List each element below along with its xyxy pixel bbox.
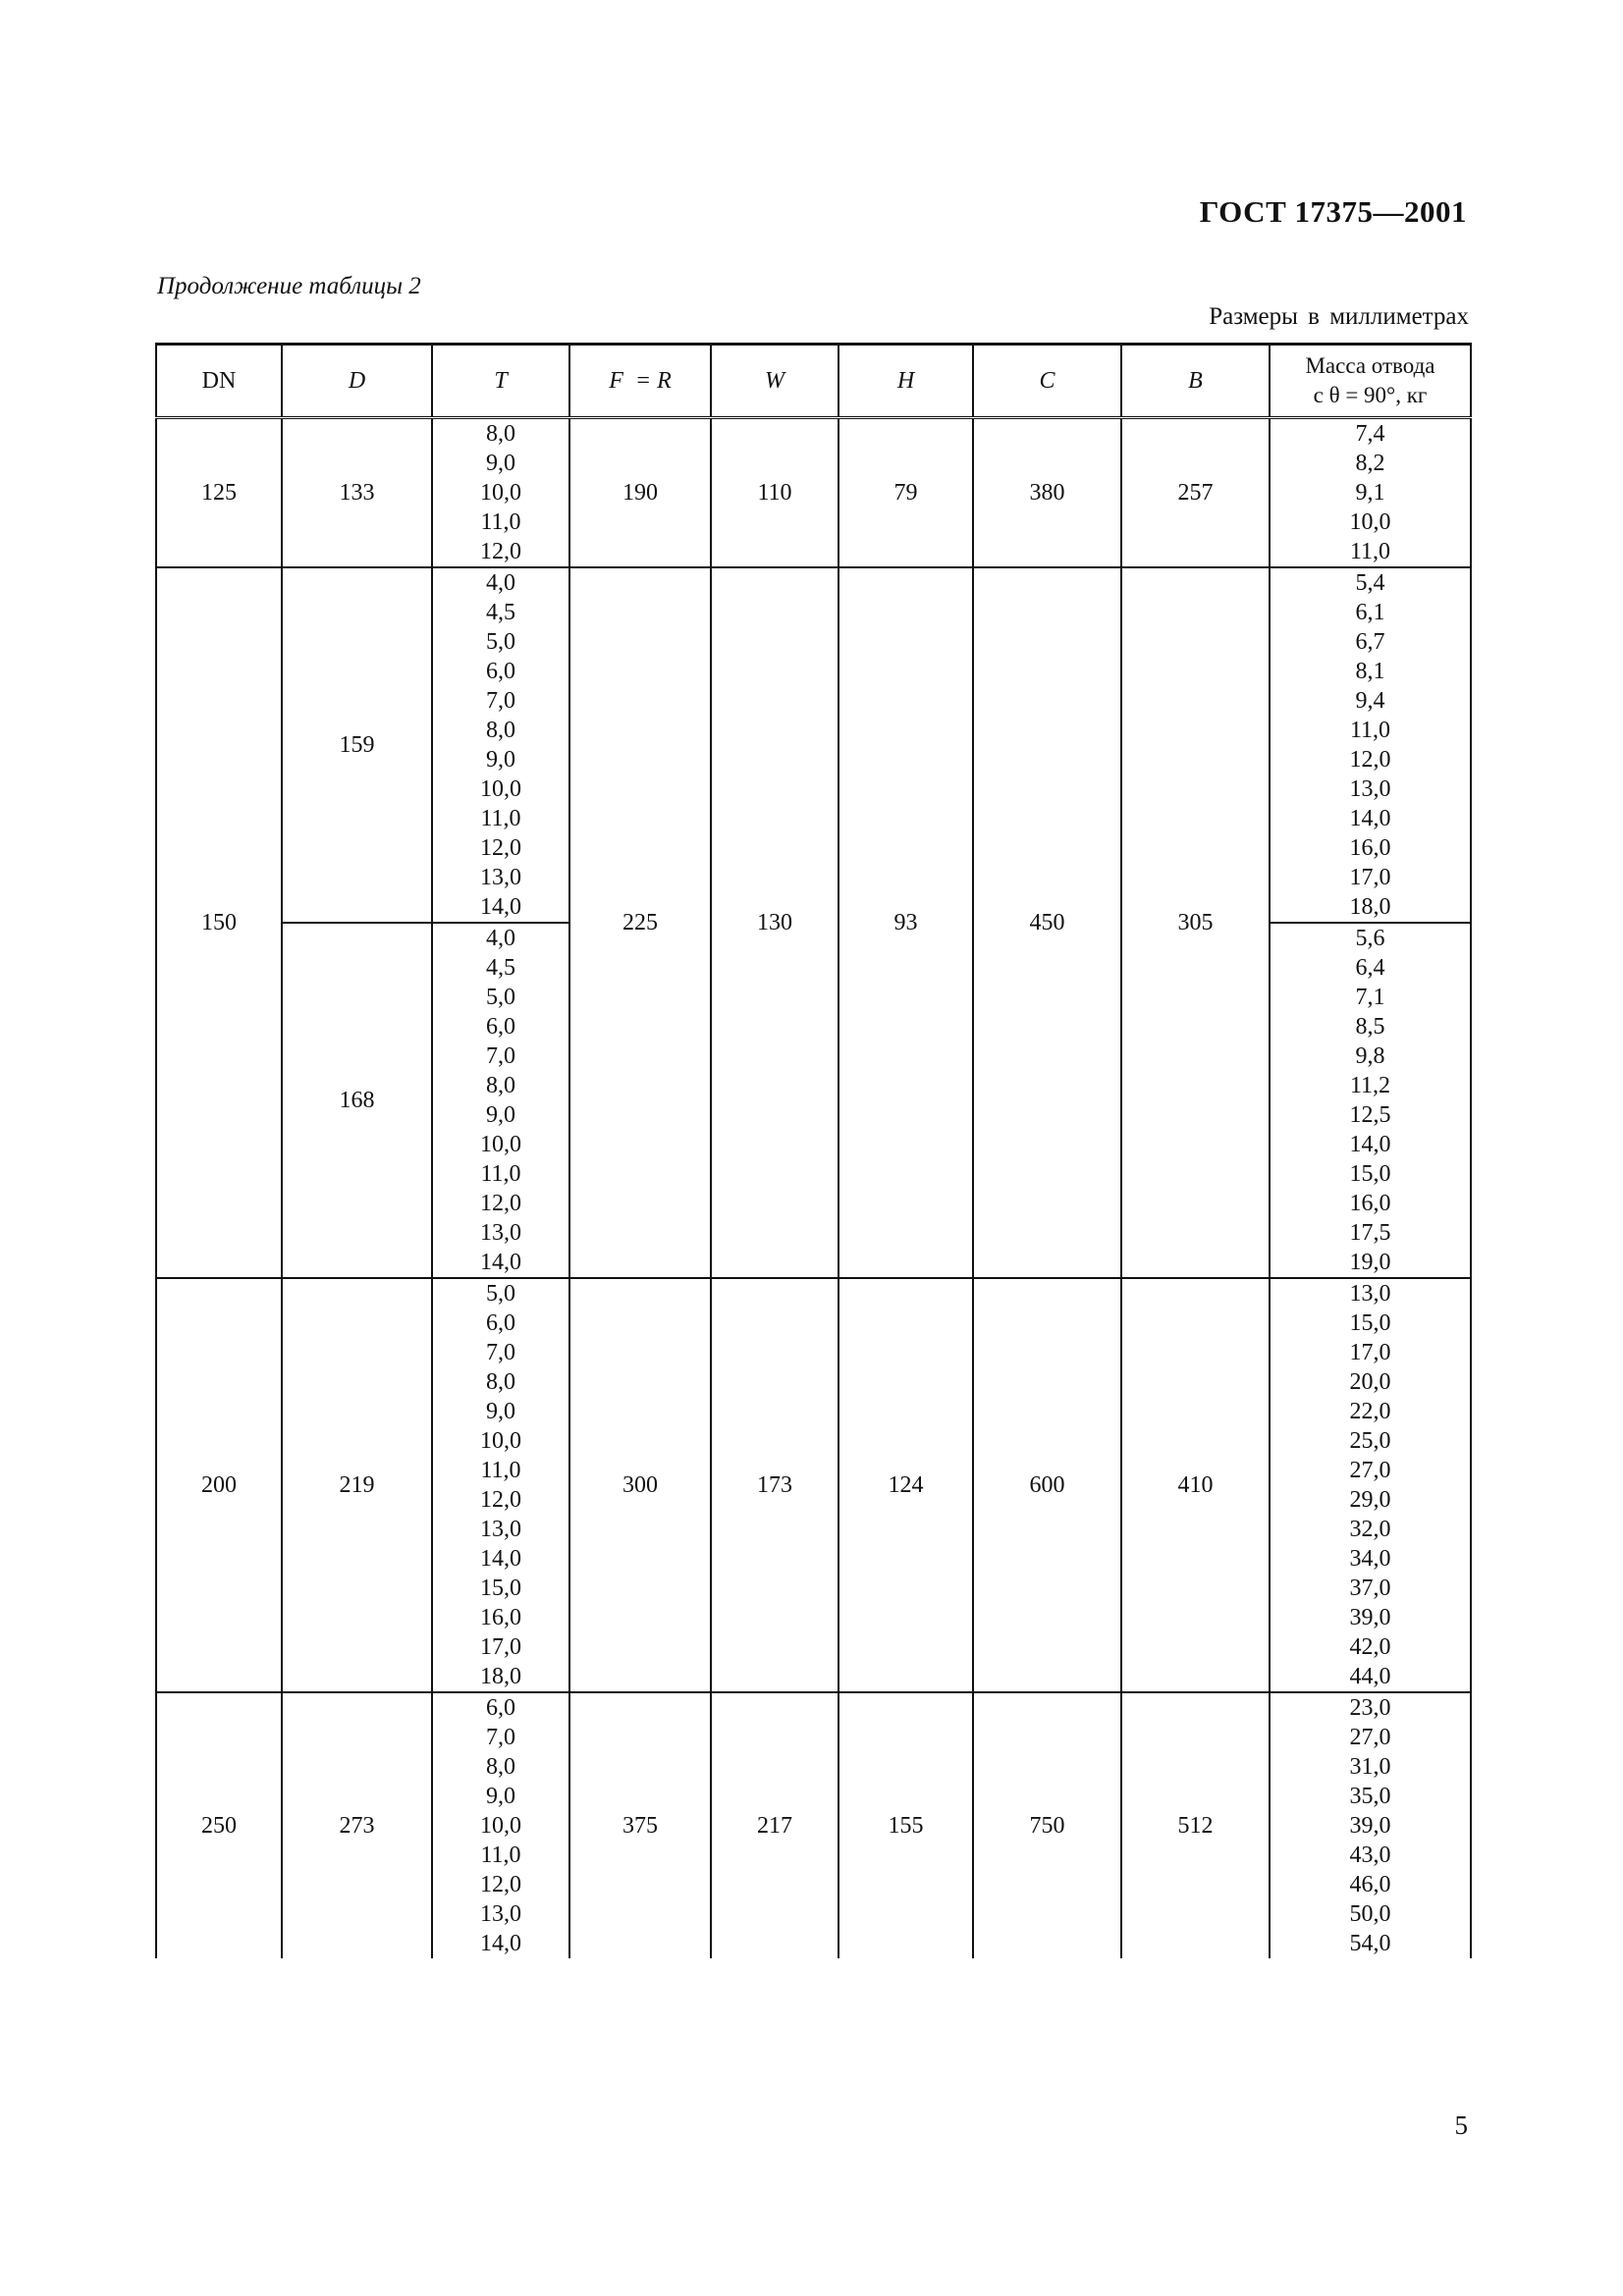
cell-t-value: 10,0: [480, 776, 521, 802]
cell-mass-value: 15,0: [1349, 1310, 1391, 1336]
cell-t-value: 4,0: [486, 926, 515, 951]
cell-t: [432, 1692, 569, 1958]
cell-mass-value: 7,1: [1355, 985, 1385, 1010]
cell-t-value: 6,0: [486, 1695, 515, 1721]
cell-b: 512: [1121, 1692, 1270, 1958]
cell-mass-value: 14,0: [1349, 806, 1391, 831]
cell-t-value: 12,0: [480, 539, 521, 564]
cell-mass-value: 17,0: [1349, 1340, 1391, 1365]
cell-f-r: 225: [569, 567, 711, 1278]
cell-mass-value: 9,1: [1355, 480, 1385, 506]
cell-t-value: 13,0: [480, 1220, 521, 1246]
cell-t-value: 11,0: [480, 1842, 521, 1868]
cell-t: [432, 567, 569, 923]
cell-dn: 150: [156, 567, 282, 1278]
cell-mass-value: 5,4: [1355, 570, 1385, 596]
cell-dn: 125: [156, 418, 282, 568]
cell-mass-value: 9,4: [1355, 688, 1385, 714]
cell-h: 155: [839, 1692, 973, 1958]
cell-mass-value: 29,0: [1349, 1487, 1391, 1513]
col-header-c: C: [973, 345, 1121, 418]
col-header-h: H: [839, 345, 973, 418]
table-continuation-caption: Продолжение таблицы 2: [157, 273, 421, 299]
cell-t-value: 9,0: [486, 451, 515, 476]
cell-mass-value: 8,5: [1355, 1014, 1385, 1040]
cell-t-value: 11,0: [480, 1458, 521, 1483]
cell-t-value: 8,0: [486, 1369, 515, 1395]
table-row: [156, 418, 1471, 568]
cell-mass-value: 12,5: [1349, 1102, 1391, 1128]
cell-t-value: 14,0: [480, 1250, 521, 1275]
cell-mass-value: 10,0: [1349, 509, 1391, 535]
cell-w: 173: [711, 1278, 839, 1692]
table-row: [156, 1692, 1471, 1958]
cell-mass-value: 27,0: [1349, 1725, 1391, 1750]
cell-mass-value: 5,6: [1355, 926, 1385, 951]
cell-mass-value: 14,0: [1349, 1132, 1391, 1157]
cell-mass-value: 16,0: [1349, 1191, 1391, 1216]
cell-t-value: 7,0: [486, 1725, 515, 1750]
cell-c: 600: [973, 1278, 1121, 1692]
cell-t-value: 14,0: [480, 894, 521, 920]
cell-t-value: 7,0: [486, 688, 515, 714]
cell-t-value: 5,0: [486, 1281, 515, 1307]
cell-mass-value: 50,0: [1349, 1901, 1391, 1927]
cell-mass-value: 12,0: [1349, 747, 1391, 773]
cell-mass-value: 39,0: [1349, 1605, 1391, 1630]
cell-t-value: 4,5: [486, 955, 515, 981]
cell-t-value: 8,0: [486, 421, 515, 447]
cell-t-value: 18,0: [480, 1664, 521, 1689]
cell-t-value: 6,0: [486, 1310, 515, 1336]
cell-t-value: 14,0: [480, 1931, 521, 1956]
cell-t-value: 5,0: [486, 629, 515, 655]
cell-mass-value: 11,2: [1349, 1073, 1391, 1098]
cell-b: 257: [1121, 418, 1270, 568]
cell-t-value: 12,0: [480, 1191, 521, 1216]
cell-mass-value: 16,0: [1349, 835, 1391, 861]
cell-mass-value: 8,2: [1355, 451, 1385, 476]
cell-t: [432, 418, 569, 568]
cell-t-value: 13,0: [480, 865, 521, 890]
cell-mass-value: 11,0: [1349, 539, 1391, 564]
cell-t-value: 15,0: [480, 1575, 521, 1601]
cell-mass-value: 6,4: [1355, 955, 1385, 981]
cell-d: 273: [282, 1692, 432, 1958]
cell-d: 133: [282, 418, 432, 568]
cell-h: 93: [839, 567, 973, 1278]
cell-mass-value: 44,0: [1349, 1664, 1391, 1689]
cell-t-value: 10,0: [480, 480, 521, 506]
cell-t-value: 8,0: [486, 1754, 515, 1780]
mass-header-line1: Масса отвода: [1305, 353, 1435, 378]
cell-t-value: 12,0: [480, 1487, 521, 1513]
cell-mass-value: 31,0: [1349, 1754, 1391, 1780]
cell-t-value: 8,0: [486, 718, 515, 743]
cell-mass-value: 17,5: [1349, 1220, 1391, 1246]
cell-t-value: 5,0: [486, 985, 515, 1010]
table-row: [156, 567, 1471, 923]
cell-f-r: 190: [569, 418, 711, 568]
cell-mass-value: 9,8: [1355, 1043, 1385, 1069]
cell-t-value: 9,0: [486, 747, 515, 773]
cell-mass-value: 39,0: [1349, 1813, 1391, 1839]
cell-w: 110: [711, 418, 839, 568]
cell-c: 380: [973, 418, 1121, 568]
cell-t-value: 12,0: [480, 835, 521, 861]
cell-h: 79: [839, 418, 973, 568]
col-header-t: T: [432, 345, 569, 418]
cell-w: 130: [711, 567, 839, 1278]
col-header-mass: [1270, 345, 1471, 418]
cell-t-value: 10,0: [480, 1428, 521, 1454]
standard-title: ГОСТ 17375—2001: [1199, 194, 1467, 229]
cell-t-value: 4,5: [486, 600, 515, 625]
cell-mass-value: 37,0: [1349, 1575, 1391, 1601]
table-row: [156, 1278, 1471, 1692]
cell-mass-value: 6,1: [1355, 600, 1385, 625]
col-header-f-r: F = R: [569, 345, 711, 418]
cell-mass-value: 27,0: [1349, 1458, 1391, 1483]
cell-mass-value: 7,4: [1355, 421, 1385, 447]
cell-d: 219: [282, 1278, 432, 1692]
cell-c: 450: [973, 567, 1121, 1278]
cell-mass-value: 13,0: [1349, 776, 1391, 802]
cell-t: [432, 923, 569, 1278]
cell-mass-value: 46,0: [1349, 1872, 1391, 1897]
col-header-d: D: [282, 345, 432, 418]
cell-t-value: 9,0: [486, 1399, 515, 1424]
cell-mass-value: 54,0: [1349, 1931, 1391, 1956]
cell-t-value: 11,0: [480, 806, 521, 831]
cell-b: 410: [1121, 1278, 1270, 1692]
cell-t-value: 9,0: [486, 1102, 515, 1128]
cell-mass-value: 25,0: [1349, 1428, 1391, 1454]
dimensions-table: [155, 343, 1472, 1958]
table-header-row: [156, 345, 1471, 418]
cell-mass-value: 13,0: [1349, 1281, 1391, 1307]
cell-t-value: 13,0: [480, 1901, 521, 1927]
cell-mass-value: 18,0: [1349, 894, 1391, 920]
cell-t-value: 12,0: [480, 1872, 521, 1897]
cell-t-value: 6,0: [486, 659, 515, 684]
cell-t-value: 11,0: [480, 509, 521, 535]
cell-t-value: 16,0: [480, 1605, 521, 1630]
cell-t: [432, 1278, 569, 1692]
units-note: Размеры в миллиметрах: [1209, 303, 1469, 330]
cell-mass-value: 8,1: [1355, 659, 1385, 684]
cell-mass-value: 17,0: [1349, 865, 1391, 890]
cell-mass-value: 15,0: [1349, 1161, 1391, 1187]
cell-dn: 200: [156, 1278, 282, 1692]
cell-t-value: 11,0: [480, 1161, 521, 1187]
cell-d: 159: [282, 567, 432, 923]
cell-f-r: 300: [569, 1278, 711, 1692]
cell-mass-value: 20,0: [1349, 1369, 1391, 1395]
cell-mass-value: 42,0: [1349, 1634, 1391, 1660]
cell-mass-value: 34,0: [1349, 1546, 1391, 1572]
cell-t-value: 13,0: [480, 1517, 521, 1542]
cell-h: 124: [839, 1278, 973, 1692]
cell-mass-value: 35,0: [1349, 1784, 1391, 1809]
cell-mass: [1270, 1692, 1471, 1958]
mass-header-line2: с θ = 90°, кг: [1313, 383, 1428, 407]
cell-b: 305: [1121, 567, 1270, 1278]
cell-mass-value: 19,0: [1349, 1250, 1391, 1275]
cell-d: 168: [282, 923, 432, 1278]
cell-mass-value: 32,0: [1349, 1517, 1391, 1542]
cell-mass-value: 11,0: [1349, 718, 1391, 743]
cell-mass-value: 43,0: [1349, 1842, 1391, 1868]
cell-t-value: 9,0: [486, 1784, 515, 1809]
cell-w: 217: [711, 1692, 839, 1958]
cell-t-value: 17,0: [480, 1634, 521, 1660]
cell-t-value: 10,0: [480, 1132, 521, 1157]
cell-c: 750: [973, 1692, 1121, 1958]
cell-mass: [1270, 923, 1471, 1278]
cell-mass-value: 22,0: [1349, 1399, 1391, 1424]
cell-t-value: 14,0: [480, 1546, 521, 1572]
page-number: 5: [1454, 2110, 1468, 2140]
cell-mass: [1270, 1278, 1471, 1692]
cell-mass: [1270, 567, 1471, 923]
col-header-b: B: [1121, 345, 1270, 418]
table-body: [156, 418, 1471, 1959]
cell-mass-value: 23,0: [1349, 1695, 1391, 1721]
cell-mass-value: 6,7: [1355, 629, 1385, 655]
cell-t-value: 10,0: [480, 1813, 521, 1839]
cell-t-value: 8,0: [486, 1073, 515, 1098]
cell-t-value: 6,0: [486, 1014, 515, 1040]
cell-t-value: 7,0: [486, 1340, 515, 1365]
cell-t-value: 7,0: [486, 1043, 515, 1069]
cell-mass: [1270, 418, 1471, 568]
col-header-w: W: [711, 345, 839, 418]
cell-dn: 250: [156, 1692, 282, 1958]
cell-t-value: 4,0: [486, 570, 515, 596]
col-header-dn: DN: [156, 345, 282, 418]
cell-f-r: 375: [569, 1692, 711, 1958]
